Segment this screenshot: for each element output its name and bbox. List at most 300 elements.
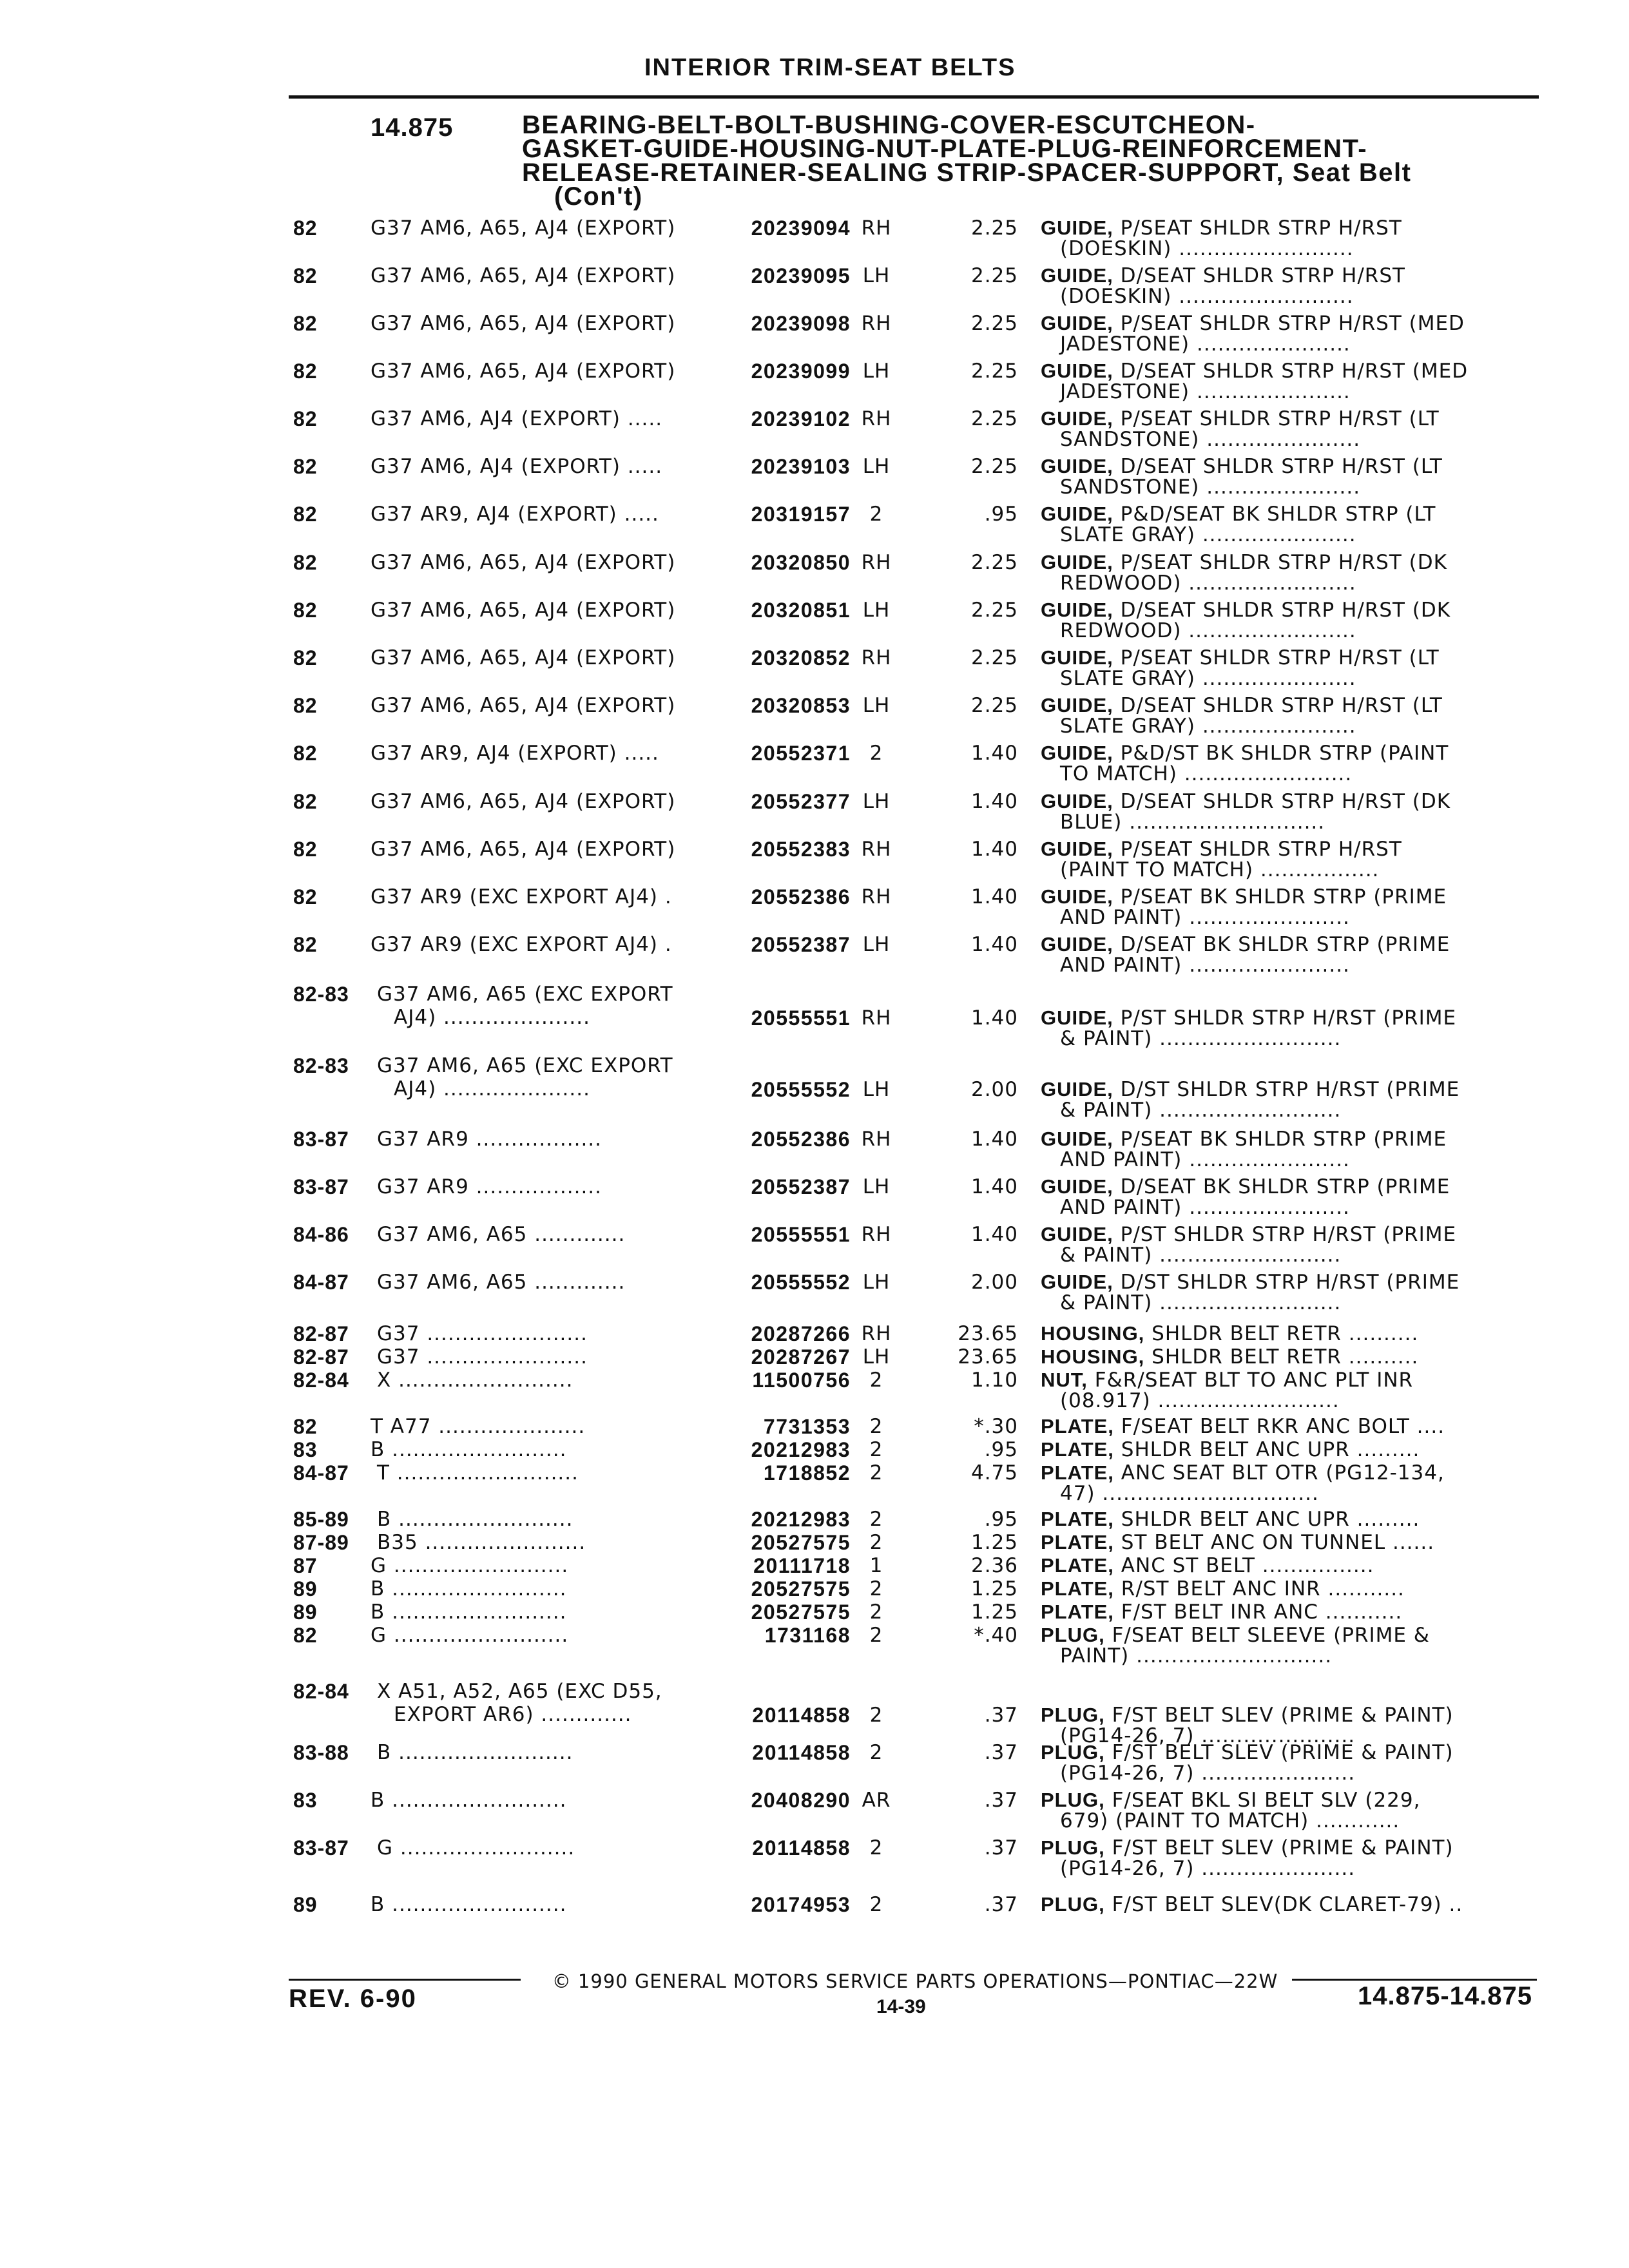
- description-text: F/ST BELT SLEV (PRIME & PAINT): [1104, 1704, 1454, 1727]
- application-line: G37 AR9 ..................: [377, 1128, 602, 1151]
- description-text: D/SEAT SHLDR STRP H/RST (MED: [1113, 360, 1469, 383]
- model-year: 82: [293, 742, 318, 765]
- description-line: [1041, 1789, 1518, 1812]
- model-year: 82: [293, 551, 318, 574]
- description-text: P/SEAT BK SHLDR STRP (PRIME: [1113, 1128, 1447, 1151]
- description-line: [1041, 1078, 1518, 1101]
- description: [1041, 1175, 1518, 1219]
- description-keyword: HOUSING,: [1041, 1345, 1145, 1368]
- description-line: SANDSTONE) ......................: [1060, 476, 1361, 499]
- price: .37: [984, 1741, 1018, 1764]
- price: 23.65: [958, 1322, 1018, 1345]
- description-keyword: GUIDE,: [1041, 455, 1113, 477]
- price: 2.25: [970, 312, 1018, 335]
- part-number: 1731168: [764, 1624, 851, 1647]
- description: [1041, 407, 1518, 451]
- application-line: G37 AM6, AJ4 (EXPORT) .....: [371, 455, 663, 478]
- description-keyword: PLATE,: [1041, 1554, 1114, 1577]
- description: [1041, 1461, 1518, 1505]
- application: [371, 742, 659, 765]
- description: [1041, 790, 1518, 834]
- price: 4.75: [970, 1461, 1018, 1485]
- application-line: B35 .......................: [377, 1531, 586, 1554]
- model-year: 89: [293, 1600, 318, 1624]
- quantity: LH: [862, 1345, 891, 1369]
- description-text: F/ST BELT SLEV (PRIME & PAINT): [1104, 1741, 1454, 1764]
- part-number: 20555552: [751, 1078, 851, 1101]
- model-year: 89: [293, 1577, 318, 1600]
- description: [1041, 1836, 1518, 1880]
- application: [371, 599, 675, 622]
- description-keyword: GUIDE,: [1041, 407, 1113, 430]
- description-keyword: PLUG,: [1041, 1893, 1105, 1916]
- quantity: RH: [861, 1223, 892, 1246]
- page-header-title: INTERIOR TRIM-SEAT BELTS: [644, 54, 1016, 81]
- description-keyword: PLUG,: [1041, 1789, 1105, 1811]
- description-text: SHLDR BELT ANC UPR .........: [1113, 1508, 1420, 1531]
- part-number: 20555551: [751, 1006, 851, 1030]
- price: .37: [984, 1893, 1018, 1916]
- application-line: G37 AM6, A65, AJ4 (EXPORT): [371, 312, 676, 335]
- price: .95: [984, 503, 1018, 526]
- description-line: [1041, 264, 1518, 287]
- description: [1041, 360, 1518, 403]
- part-number: 20552386: [751, 885, 851, 908]
- application-line: G37 AR9, AJ4 (EXPORT) .....: [371, 503, 659, 526]
- price: 2.36: [970, 1554, 1018, 1577]
- model-year: 82: [293, 312, 318, 335]
- application-line: B .........................: [371, 1789, 567, 1812]
- quantity: LH: [862, 360, 891, 383]
- description-line: [1041, 503, 1518, 526]
- part-number: 20320851: [751, 599, 851, 622]
- price: .37: [984, 1789, 1018, 1812]
- description-keyword: GUIDE,: [1041, 264, 1113, 287]
- description-line: [1041, 551, 1518, 574]
- model-year: 83-88: [293, 1741, 349, 1764]
- part-number: 20114858: [752, 1741, 851, 1764]
- description-line: & PAINT) ..........................: [1060, 1244, 1342, 1267]
- description-keyword: GUIDE,: [1041, 503, 1113, 525]
- description-text: F/SEAT BELT RKR ANC BOLT ....: [1113, 1415, 1445, 1438]
- quantity: LH: [862, 1175, 891, 1198]
- description-line: [1041, 1175, 1518, 1198]
- part-number: 20527575: [751, 1531, 851, 1554]
- quantity: AR: [862, 1789, 891, 1812]
- application-line: AJ4) .....................: [394, 1077, 590, 1100]
- model-year: 84-87: [293, 1271, 349, 1294]
- description: [1041, 1554, 1518, 1577]
- model-year: 83: [293, 1789, 318, 1812]
- application: [377, 1369, 573, 1392]
- part-number: 20114858: [752, 1836, 851, 1860]
- price: 1.40: [970, 933, 1018, 956]
- description-line: [1041, 599, 1518, 622]
- part-number: 20552386: [751, 1128, 851, 1151]
- description-line: [1041, 1554, 1518, 1577]
- quantity: 2: [869, 1438, 883, 1461]
- description: [1041, 1223, 1518, 1267]
- part-number: 20320852: [751, 646, 851, 669]
- model-year: 89: [293, 1893, 318, 1916]
- description-text: F/SEAT BKL SI BELT SLV (229,: [1104, 1789, 1421, 1812]
- description-line: TO MATCH) ........................: [1060, 762, 1353, 785]
- application: [371, 694, 675, 717]
- description: [1041, 1128, 1518, 1171]
- model-year: 82-87: [293, 1322, 349, 1345]
- quantity: RH: [861, 838, 892, 861]
- application-line: G37 AR9 ..................: [377, 1175, 602, 1198]
- model-year: 87: [293, 1554, 318, 1577]
- part-number: 1718852: [763, 1461, 851, 1485]
- description-keyword: GUIDE,: [1041, 1271, 1113, 1293]
- application: [377, 1680, 662, 1726]
- description-keyword: GUIDE,: [1041, 1006, 1113, 1029]
- quantity: 2: [869, 1741, 883, 1764]
- description-line: [1041, 1600, 1518, 1624]
- description: [1041, 885, 1518, 929]
- quantity: RH: [861, 1322, 892, 1345]
- description-line: [1041, 312, 1518, 335]
- footer-revision: REV. 6-90: [289, 1984, 417, 2013]
- description-line: SANDSTONE) ......................: [1060, 428, 1361, 451]
- application-line: G37 AM6, A65, AJ4 (EXPORT): [371, 216, 676, 240]
- footer-rule-left: [289, 1979, 521, 1981]
- description: [1041, 1438, 1518, 1461]
- section-title-line: GASKET-GUIDE-HOUSING-NUT-PLATE-PLUG-REINFORCEMENT-: [522, 135, 1368, 163]
- quantity: 2: [869, 1577, 883, 1600]
- part-number: 20555552: [751, 1271, 851, 1294]
- description-line: 47) ...............................: [1060, 1482, 1319, 1505]
- price: 2.25: [970, 599, 1018, 622]
- quantity: 2: [869, 1624, 883, 1647]
- description: [1041, 646, 1518, 690]
- application-line: B .........................: [371, 1893, 567, 1916]
- model-year: 83-87: [293, 1175, 349, 1198]
- description-keyword: PLATE,: [1041, 1531, 1114, 1553]
- description-text: R/ST BELT ANC INR ...........: [1113, 1577, 1405, 1600]
- description-line: [1041, 1508, 1518, 1531]
- application: [377, 1836, 575, 1860]
- description-line: [1041, 407, 1518, 430]
- quantity: LH: [862, 599, 891, 622]
- description-text: D/SEAT SHLDR STRP H/RST (LT: [1113, 694, 1443, 717]
- description-text: P/SEAT SHLDR STRP H/RST (LT: [1113, 646, 1440, 669]
- part-number: 20552387: [751, 1175, 851, 1198]
- application-line: G37 AM6, A65 (EXC EXPORT: [377, 1054, 673, 1077]
- application: [371, 551, 675, 574]
- description: [1041, 838, 1518, 881]
- description-keyword: GUIDE,: [1041, 216, 1113, 239]
- application: [371, 312, 675, 335]
- description-keyword: GUIDE,: [1041, 742, 1113, 764]
- application: [371, 407, 662, 430]
- part-number: 20239099: [751, 360, 851, 383]
- description-keyword: GUIDE,: [1041, 1175, 1113, 1198]
- price: .37: [984, 1836, 1018, 1860]
- model-year: 82: [293, 1415, 318, 1438]
- description: [1041, 933, 1518, 977]
- application-line: G37 AM6, A65, AJ4 (EXPORT): [371, 790, 676, 813]
- section-title-line: (Con't): [554, 182, 643, 211]
- model-year: 82: [293, 216, 318, 240]
- part-number: 20239095: [751, 264, 851, 287]
- model-year: 82: [293, 1624, 318, 1647]
- price: .95: [984, 1508, 1018, 1531]
- application-line: G37 .......................: [377, 1322, 588, 1345]
- description-line: [1041, 1461, 1518, 1485]
- description-keyword: PLUG,: [1041, 1704, 1105, 1726]
- application-line: G37 .......................: [377, 1345, 588, 1369]
- section-title-line: BEARING-BELT-BOLT-BUSHING-COVER-ESCUTCHEON-: [522, 111, 1256, 139]
- application-line: G37 AM6, A65, AJ4 (EXPORT): [371, 551, 676, 574]
- description-line: (PAINT TO MATCH) .................: [1060, 858, 1380, 881]
- description: [1041, 1600, 1518, 1624]
- description-text: D/SEAT SHLDR STRP H/RST (LT: [1113, 455, 1443, 478]
- part-number: 20408290: [751, 1789, 851, 1812]
- price: 1.40: [970, 1175, 1018, 1198]
- description-text: D/SEAT SHLDR STRP H/RST (DK: [1113, 599, 1451, 622]
- description: [1041, 1531, 1518, 1554]
- description-text: P&D/ST BK SHLDR STRP (PAINT: [1113, 742, 1449, 765]
- part-number: 20527575: [751, 1600, 851, 1624]
- description: [1041, 1369, 1518, 1412]
- part-number: 20111718: [753, 1554, 851, 1577]
- application-line: B .........................: [371, 1600, 567, 1624]
- application-line: G37 AR9 (EXC EXPORT AJ4) .: [371, 885, 672, 908]
- price: *.30: [974, 1415, 1018, 1438]
- part-number: 20287267: [751, 1345, 851, 1369]
- description-text: SHLDR BELT RETR ..........: [1144, 1322, 1419, 1345]
- application-line: G37 AM6, A65 (EXC EXPORT: [377, 983, 673, 1006]
- description-keyword: PLATE,: [1041, 1577, 1114, 1600]
- application: [377, 1128, 602, 1151]
- application-line: G37 AM6, A65, AJ4 (EXPORT): [371, 360, 676, 383]
- model-year: 82: [293, 838, 318, 861]
- description-keyword: GUIDE,: [1041, 551, 1113, 573]
- application: [371, 264, 675, 287]
- description: [1041, 1345, 1518, 1369]
- model-year: 82-84: [293, 1369, 349, 1392]
- price: 1.40: [970, 838, 1018, 861]
- part-number: 20174953: [751, 1893, 851, 1916]
- application-line: X A51, A52, A65 (EXC D55,: [377, 1680, 662, 1703]
- quantity: 2: [869, 1836, 883, 1860]
- price: 1.40: [970, 1128, 1018, 1151]
- application-line: G37 AM6, A65, AJ4 (EXPORT): [371, 694, 676, 717]
- model-year: 84-86: [293, 1223, 349, 1246]
- price: 2.00: [970, 1078, 1018, 1101]
- description: [1041, 742, 1518, 785]
- description-text: F/ST BELT SLEV (PRIME & PAINT): [1104, 1836, 1454, 1860]
- description: [1041, 1893, 1518, 1916]
- description-keyword: GUIDE,: [1041, 312, 1113, 334]
- description-keyword: PLUG,: [1041, 1836, 1105, 1859]
- description-keyword: GUIDE,: [1041, 885, 1113, 908]
- description-line: [1041, 1415, 1518, 1438]
- description-line: [1041, 1369, 1518, 1392]
- description: [1041, 551, 1518, 595]
- description-line: (DOESKIN) .........................: [1060, 285, 1354, 308]
- quantity: LH: [862, 1078, 891, 1101]
- application: [377, 1175, 602, 1198]
- description-line: & PAINT) ..........................: [1060, 1099, 1342, 1122]
- model-year: 82-84: [293, 1680, 349, 1703]
- description: [1041, 1322, 1518, 1345]
- description-keyword: PLATE,: [1041, 1461, 1114, 1484]
- application: [371, 216, 675, 240]
- description-line: AND PAINT) .......................: [1060, 1148, 1350, 1171]
- description: [1041, 1006, 1518, 1050]
- price: 23.65: [958, 1345, 1018, 1369]
- description-line: [1041, 360, 1518, 383]
- model-year: 82: [293, 790, 318, 813]
- description-keyword: GUIDE,: [1041, 1128, 1113, 1150]
- description-text: P/SEAT SHLDR STRP H/RST (DK: [1113, 551, 1447, 574]
- quantity: RH: [861, 312, 892, 335]
- model-year: 85-89: [293, 1508, 349, 1531]
- part-number: 20212983: [751, 1438, 851, 1461]
- description-line: (08.917) ..........................: [1060, 1389, 1340, 1412]
- application: [371, 1577, 566, 1600]
- quantity: RH: [861, 407, 892, 430]
- application-line: T A77 .....................: [371, 1415, 586, 1438]
- application: [371, 933, 672, 956]
- application-line: G37 AR9, AJ4 (EXPORT) .....: [371, 742, 659, 765]
- description-text: ANC ST BELT ................: [1113, 1554, 1374, 1577]
- description-text: F/SEAT BELT SLEEVE (PRIME &: [1104, 1624, 1430, 1647]
- model-year: 83-87: [293, 1128, 349, 1151]
- footer-copyright: © 1990 GENERAL MOTORS SERVICE PARTS OPERATIONS—PONTIAC—22W: [552, 1970, 1278, 1992]
- quantity: 2: [869, 1415, 883, 1438]
- description-line: (PG14-26, 7) ......................: [1060, 1724, 1356, 1747]
- description-keyword: PLUG,: [1041, 1741, 1105, 1763]
- application-line: G37 AM6, A65, AJ4 (EXPORT): [371, 599, 676, 622]
- section-number: 14.875: [371, 113, 454, 142]
- part-number: 20552383: [751, 838, 851, 861]
- model-year: 83: [293, 1438, 318, 1461]
- description-keyword: GUIDE,: [1041, 1223, 1113, 1245]
- description-text: P/SEAT BK SHLDR STRP (PRIME: [1113, 885, 1447, 908]
- part-number: 20552377: [751, 790, 851, 813]
- model-year: 87-89: [293, 1531, 349, 1554]
- application-line: G .........................: [371, 1624, 569, 1647]
- part-number: 11500756: [752, 1369, 851, 1392]
- application-line: AJ4) .....................: [394, 1006, 590, 1029]
- application: [377, 1271, 625, 1294]
- quantity: LH: [862, 1271, 891, 1294]
- application: [371, 1789, 566, 1812]
- description-line: & PAINT) ..........................: [1060, 1027, 1342, 1050]
- application: [371, 1554, 568, 1577]
- quantity: RH: [861, 646, 892, 669]
- description-text: D/SEAT BK SHLDR STRP (PRIME: [1113, 1175, 1451, 1198]
- model-year: 82: [293, 933, 318, 956]
- description-line: [1041, 1624, 1518, 1647]
- model-year: 82: [293, 264, 318, 287]
- description: [1041, 599, 1518, 642]
- part-number: 20319157: [751, 503, 851, 526]
- quantity: 1: [869, 1554, 883, 1577]
- description-line: PAINT) ............................: [1060, 1644, 1333, 1667]
- application: [377, 1461, 579, 1485]
- price: 2.25: [970, 646, 1018, 669]
- price: 1.25: [970, 1577, 1018, 1600]
- part-number: 20239098: [751, 312, 851, 335]
- description-line: SLATE GRAY) ......................: [1060, 667, 1356, 690]
- description-line: [1041, 1223, 1518, 1246]
- description-line: [1041, 216, 1518, 240]
- model-year: 82-83: [293, 983, 349, 1006]
- application: [377, 1531, 586, 1554]
- application: [371, 1415, 585, 1438]
- quantity: 2: [869, 1461, 883, 1485]
- description-keyword: GUIDE,: [1041, 1078, 1113, 1100]
- model-year: 82: [293, 646, 318, 669]
- description-text: P/SEAT SHLDR STRP H/RST (LT: [1113, 407, 1440, 430]
- description-line: SLATE GRAY) ......................: [1060, 715, 1356, 738]
- price: 1.25: [970, 1600, 1018, 1624]
- description-keyword: PLATE,: [1041, 1508, 1114, 1530]
- model-year: 82: [293, 455, 318, 478]
- application-line: B .........................: [371, 1438, 567, 1461]
- model-year: 82-87: [293, 1345, 349, 1369]
- application-line: B .........................: [377, 1741, 574, 1764]
- description-line: [1041, 933, 1518, 956]
- quantity: RH: [861, 551, 892, 574]
- application-line: G37 AM6, A65 .............: [377, 1271, 626, 1294]
- description-line: AND PAINT) .......................: [1060, 906, 1350, 929]
- description-text: ANC SEAT BLT OTR (PG12-134,: [1113, 1461, 1445, 1485]
- part-number: 20320850: [751, 551, 851, 574]
- description-line: [1041, 694, 1518, 717]
- footer-page-number: 14-39: [876, 1996, 926, 2017]
- model-year: 82: [293, 360, 318, 383]
- description: [1041, 455, 1518, 499]
- description-text: P/SEAT SHLDR STRP H/RST: [1113, 216, 1402, 240]
- description-line: (PG14-26, 7) ......................: [1060, 1857, 1356, 1880]
- description-text: P/ST SHLDR STRP H/RST (PRIME: [1113, 1006, 1457, 1030]
- description: [1041, 1577, 1518, 1600]
- quantity: RH: [861, 1006, 892, 1030]
- description: [1041, 312, 1518, 356]
- application: [371, 1624, 568, 1647]
- description: [1041, 1789, 1518, 1832]
- description-text: SHLDR BELT RETR ..........: [1144, 1345, 1419, 1369]
- application: [377, 983, 673, 1029]
- application-line: B .........................: [377, 1508, 574, 1531]
- part-number: 20287266: [751, 1322, 851, 1345]
- description-keyword: GUIDE,: [1041, 599, 1113, 621]
- application-line: B .........................: [371, 1577, 567, 1600]
- description-keyword: GUIDE,: [1041, 694, 1113, 716]
- application-line: G37 AM6, A65, AJ4 (EXPORT): [371, 264, 676, 287]
- application-line: G37 AM6, A65 .............: [377, 1223, 626, 1246]
- description-line: SLATE GRAY) ......................: [1060, 523, 1356, 546]
- part-number: 20552387: [751, 933, 851, 956]
- description-line: [1041, 1741, 1518, 1764]
- description-keyword: GUIDE,: [1041, 838, 1113, 860]
- quantity: 2: [869, 1893, 883, 1916]
- part-number: 20239102: [751, 407, 851, 430]
- part-number: 20114858: [752, 1704, 851, 1727]
- description-line: [1041, 1531, 1518, 1554]
- part-number: 20552371: [751, 742, 851, 765]
- application: [371, 360, 675, 383]
- description: [1041, 1741, 1518, 1785]
- description-line: [1041, 885, 1518, 908]
- description-line: [1041, 1836, 1518, 1860]
